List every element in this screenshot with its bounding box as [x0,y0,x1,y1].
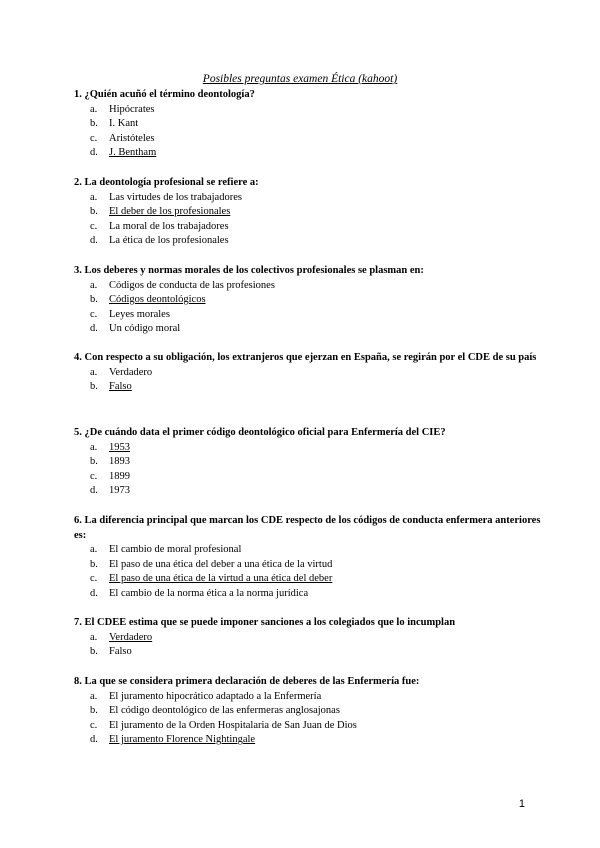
answer-option [74,132,544,147]
question-text: 8. La que se considera primera declaración de deberes de las Enfermería fue: [74,676,420,687]
option-letter: b. [90,558,98,570]
option-letter: a. [90,103,98,115]
option-text: Las virtudes de los trabajadores [109,191,242,203]
option-text: J. Bentham [109,147,157,159]
answer-option [74,117,544,132]
option-text: Falso [109,381,132,393]
option-text: El código deontológico de las enfermeras anglosajonas [109,705,340,717]
option-letter: c. [90,470,98,482]
option-letter: c. [90,719,98,731]
option-text: Leyes morales [109,308,170,320]
option-text: Aristóteles [109,132,155,144]
option-text: Verdadero [109,631,153,643]
question-block [74,616,544,660]
answer-option [74,279,544,294]
answer-option [74,103,544,118]
option-letter: d. [90,323,98,335]
question-text: 7. El CDEE estima que se puede imponer sanciones a los colegiados que lo incumplan [74,617,456,628]
answer-option-correct [74,293,544,308]
option-letter: b. [90,705,98,717]
option-letter: d. [90,587,98,599]
option-text: I. Kant [109,118,139,130]
option-text: 1899 [109,470,130,482]
page-number: 1 [518,798,525,810]
answer-option [74,587,544,602]
answer-option [74,470,544,485]
question-block [74,176,544,249]
question-text: 1. ¿Quién acuñó el término deontología? [74,89,255,100]
option-text: El cambio de moral profesional [109,544,242,555]
question-block [74,88,544,161]
answer-option [74,484,544,499]
answer-option [74,220,544,235]
answer-option [74,308,544,323]
answer-option [74,690,544,705]
option-text: La ética de los profesionales [109,235,229,247]
option-text: El cambio de la norma ética a la norma jurídica [109,587,309,599]
answer-option [74,558,544,573]
option-letter: b. [90,206,98,218]
answer-option-correct [74,631,544,646]
option-text: Falso [109,646,132,658]
option-text: Códigos deontológicos [109,294,206,306]
option-text: El paso de una ética del deber a una ética de la virtud [109,558,333,570]
answer-option [74,191,544,206]
answer-option-correct [74,380,544,395]
option-letter: c. [90,308,98,320]
question-text: 6. La diferencia principal que marcan los CDE respecto de los códigos de conducta enfermera anteriores es: [74,515,541,541]
option-text: El juramento de la Orden Hospitalaria de San Juan de Dios [109,719,357,731]
page-title: Posibles preguntas examen Ética (kahoot) [202,73,398,85]
question-block [74,426,544,499]
answer-option-correct [74,441,544,456]
question-block [74,675,544,748]
answer-option [74,455,544,470]
option-text: 1973 [109,485,130,497]
option-letter: d. [90,485,98,497]
answer-option-correct [74,572,544,587]
answer-option [74,234,544,249]
option-text: 1893 [109,456,130,468]
question-block [74,514,544,601]
option-letter: a. [90,631,98,643]
option-text: El paso de una ética de la virtud a una ética del deber [109,573,333,585]
option-text: 1953 [109,441,130,453]
answer-option [74,322,544,337]
option-letter: c. [90,220,98,232]
answer-option [74,543,544,558]
option-letter: b. [90,381,98,393]
option-letter: a. [90,690,98,702]
option-text: Hipócrates [109,103,155,115]
question-block [74,351,544,395]
option-letter: d. [90,734,98,746]
answer-option-correct [74,146,544,161]
answer-option [74,366,544,381]
option-letter: a. [90,191,98,203]
option-text: La moral de los trabajadores [109,220,229,232]
option-text: El juramento Florence Nightingale [109,734,256,746]
option-text: Un código moral [109,323,181,335]
option-letter: d. [90,147,98,159]
option-text: Verdadero [109,366,153,378]
answer-option-correct [74,733,544,748]
answer-option [74,719,544,734]
option-text: Códigos de conducta de las profesiones [109,279,275,291]
option-letter: c. [90,573,98,585]
question-text: 5. ¿De cuándo data el primer código deontológico oficial para Enfermería del CIE? [74,427,446,438]
option-letter: a. [90,441,98,453]
option-letter: a. [90,279,98,291]
option-text: El deber de los profesionales [109,206,231,218]
option-letter: b. [90,118,98,130]
answer-option-correct [74,205,544,220]
option-letter: b. [90,456,98,468]
option-letter: c. [90,132,98,144]
option-letter: d. [90,235,98,247]
option-letter: a. [90,544,98,555]
question-text: 4. Con respecto a su obligación, los extranjeros que ejerzan en España, se regirán por el CDE de su país [74,352,537,363]
question-text: 3. Los deberes y normas morales de los colectivos profesionales se plasman en: [74,265,424,276]
option-letter: b. [90,646,98,658]
option-letter: b. [90,294,98,306]
question-text: 2. La deontología profesional se refiere a: [74,177,259,188]
question-block [74,264,544,337]
answer-option [74,704,544,719]
option-letter: a. [90,366,98,378]
option-text: El juramento hipocrático adaptado a la Enfermería [109,690,322,702]
answer-option [74,645,544,660]
